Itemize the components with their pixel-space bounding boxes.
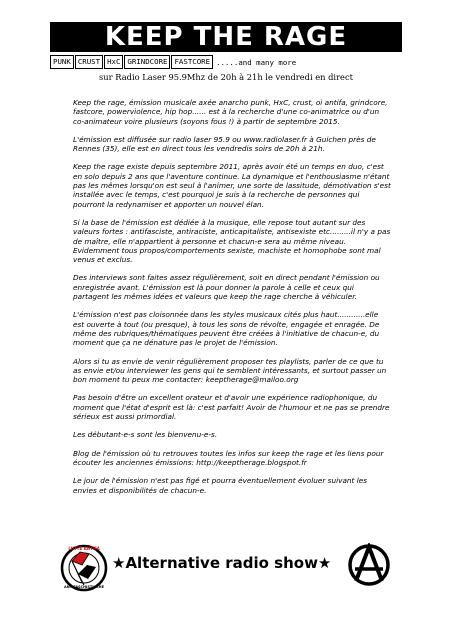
genre-tag: PUNK (50, 55, 74, 69)
more-genres: .....and many more (216, 57, 297, 67)
paragraph-intro: Keep the rage, émission musicale axée anarcho punk, HxC, crust, oi antifa, grindcore, fastcore, powerviolence, hip hop...... est à la recherche d'une co-animatrice ou d'un co-animateur voire plusieurs (soyons fous !) à partir de septembre 2015. (73, 98, 388, 126)
paragraph-values: Si la base de l'émission est dédiée à la musique, elle repose tout autant sur des valeurs fortes : antifasciste, antiraciste, anticapitaliste, antisexiste etc.........il n'y a pas de maître, elle n'appartient à personne et chacun-e sera au même niveau. Evidemment tous propos/comportements sexiste, machiste et homophobe sont mal venus et exclus. (73, 217, 391, 265)
genre-tag: FASTCORE (171, 55, 213, 69)
body-text (73, 98, 391, 504)
paragraph-interviews: Des interviews sont faites assez régulièrement, soit en direct pendant l'émission ou enregistrée avant. L'émission est là pour donner la parole à celle et ceux qui partagent les mêmes idées et valeurs que keep the rage cherche à véhiculer. (73, 273, 380, 302)
header (50, 22, 402, 82)
genre-tag: GRINDCORE (124, 55, 170, 69)
anarchy-symbol-icon (347, 543, 391, 587)
genre-tag: HxC (104, 55, 123, 69)
paragraph-beginners: Les débutant-e-s sont les bienvenu-e-s. (73, 430, 218, 440)
title-bar (50, 22, 402, 52)
footer (0, 538, 452, 618)
page-title: KEEP THE RAGE (104, 22, 348, 52)
broadcast-info: sur Radio Laser 95.9Mhz de 20h à 21h le vendredi en direct (99, 72, 353, 82)
paragraph-history: Keep the rage existe depuis septembre 2011, après avoir été un temps en duo, c'est en solo depuis 2 ans que l'aventure continue. La dynamique et l'enthousiasme n'étant pas les mêmes lorsqu'on est seul à l'animer, une sorte de lassitude, démotivation s'est installée avec le temps, c'est pourquoi je suis à la recherche de personnes qui pourront la redynamiser et apporter un nouvel élan. (73, 162, 391, 209)
paragraph-requirements: Pas besoin d'être un excellent orateur et d'avoir une expérience radiophonique, du moment que l'état d'esprit est là: c'est parfait! Avoir de l'humour et ne pas se prendre sérieux est aussi primordial. (73, 393, 390, 422)
paragraph-blog: Blog de l'émission où tu retrouves toutes les infos sur keep the rage et les liens pour écouter les anciennes émissions: http://keeptherage.blogspot.fr (73, 448, 384, 467)
genre-tag: CRUST (75, 55, 103, 69)
logo-bottom-text: ANTIFASCHISTISCHE (64, 585, 104, 589)
footer-tagline: ★Alternative radio show★ (112, 554, 332, 572)
paragraph-contact: Alors si tu as envie de venir régulièrement proposer tes playlists, parler de ce que tu as envie et/ou interviewer les gens qui te semblent intéressants, et surtout passer un bon moment tu peux me contacter: keeptherage@mailoo.org (73, 356, 387, 385)
paragraph-broadcast: L'émission est diffusée sur radio laser 95.9 ou www.radiolaser.fr à Guichen près de Rennes (35), elle est en direct tous les vendredis soirs de 20h à 21h. (73, 134, 376, 154)
genre-tags (50, 54, 402, 70)
antifa-flags-logo (60, 538, 108, 598)
logo-top-text: LUTTE ANTIFA (68, 546, 100, 551)
paragraph-styles: L'émission n'est pas cloisonnée dans les styles musicaux cités plus haut............elle est ouverte à tout (ou presque), à tous les sons de révolte, engagée et enragée. De même des rubriques/thématiques peuvent être créées à l'initiative de chacun-e, du moment que ça ne dénature pas le projet de l'émission. (73, 310, 380, 348)
paragraph-schedule: Le jour de l'émission n'est pas figé et pourra éventuellement évoluer suivant les envies et disponibilités de chacun-e. (73, 476, 368, 495)
